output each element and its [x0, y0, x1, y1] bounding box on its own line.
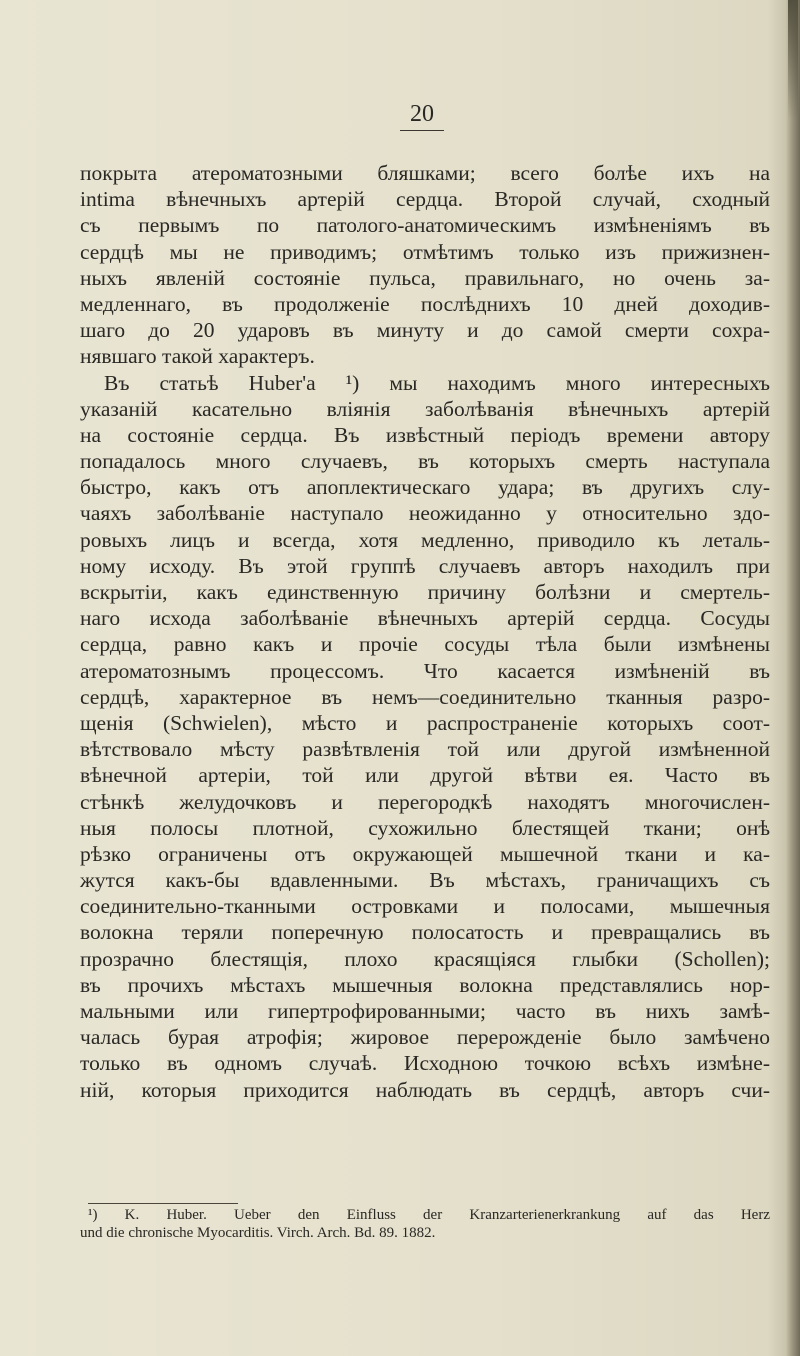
text-line: попадалось много случаевъ, въ которыхъ смерть наступала: [80, 449, 770, 474]
text-line: мальными или гипертрофированными; часто въ нихъ замѣ-: [80, 999, 770, 1023]
text-line: наго исхода заболѣваніе вѣнечныхъ артерій сердца. Сосуды: [80, 606, 770, 631]
text-line: соединительно-тканными островками и полосами, мышечныя: [80, 894, 770, 919]
page-number: 20: [400, 100, 444, 131]
text-line: только въ одномъ случаѣ. Исходною точкою всѣхъ измѣне-: [80, 1051, 770, 1076]
text-line: съ первымъ по патолого-анатомическимъ измѣненіямъ въ: [80, 213, 770, 238]
footnote-line: ¹) K. Huber. Ueber den Einfluss der Kranzarterienerkrankung auf das Herz: [88, 1207, 770, 1223]
footnotes: [80, 1203, 770, 1242]
text-line: шаго до 20 ударовъ въ минуту и до самой смерти сохра-: [80, 318, 770, 343]
body-text: [80, 160, 770, 1103]
text-line: ровыхъ лицъ и всегда, хотя медленно, приводило къ леталь-: [80, 527, 770, 552]
text-line: волокна теряли поперечную полосатость и превращались въ: [80, 920, 770, 945]
text-line: быстро, какъ отъ апоплектическаго удара; въ другихъ слу-: [80, 475, 770, 500]
text-line: сердцѣ мы не приводимъ; отмѣтимъ только изъ прижизнен-: [80, 239, 770, 264]
text-line: intima вѣнечныхъ артерій сердца. Второй случай, сходный: [80, 187, 770, 212]
text-line: вѣнечной артеріи, той или другой вѣтви ея. Часто въ: [80, 763, 770, 788]
text-line: прозрачно блестящія, плохо красящіяся глыбки (Schollen);: [80, 946, 770, 971]
text-line: жутся какъ-бы вдавленными. Въ мѣстахъ, граничащихъ съ: [80, 868, 770, 893]
page-right-edge: [786, 0, 800, 1356]
text-line: вѣтствовало мѣсту развѣтвленія той или другой измѣненной: [80, 737, 770, 762]
text-line: стѣнкѣ желудочковъ и перегородкѣ находятъ многочислен-: [80, 789, 770, 814]
page-edge-shadow: [788, 0, 798, 120]
text-line: вскрытіи, какъ единственную причину болѣзни и смертель-: [80, 580, 770, 604]
text-line: ному исходу. Въ этой группѣ случаевъ авторъ находилъ при: [80, 553, 770, 578]
text-line: медленнаго, въ продолженіе послѣднихъ 10 дней доходив-: [80, 291, 770, 316]
text-line: ній, которыя приходится наблюдать въ сердцѣ, авторъ счи-: [80, 1077, 770, 1102]
text-line: въ прочихъ мѣстахъ мышечныя волокна представлялись нор-: [80, 972, 770, 997]
text-line: покрыта атероматозными бляшками; всего болѣе ихъ на: [80, 161, 770, 185]
text-line: Въ статьѣ Huber'а ¹) мы находимъ много интересныхъ: [104, 370, 770, 395]
footnote-line: und die chronische Myocarditis. Virch. Arch. Bd. 89. 1882.: [80, 1225, 436, 1241]
text-line: сердца, равно какъ и прочіе сосуды тѣла были измѣнены: [80, 632, 770, 657]
text-line: указаній касательно вліянія заболѣванія вѣнечныхъ артерій: [80, 396, 770, 421]
footnote-divider: [88, 1203, 238, 1204]
text-line: ныхъ явленій состояніе пульса, правильнаго, но очень за-: [80, 265, 770, 290]
text-line: чаяхъ заболѣваніе наступало неожиданно у относительно здо-: [80, 501, 770, 526]
text-line: сердцѣ, характерное въ немъ—соединительно тканныя разро-: [80, 684, 770, 709]
text-line: на состояніе сердца. Въ извѣстный періодъ времени автору: [80, 422, 770, 447]
text-line: щенія (Schwielen), мѣсто и распространеніе которыхъ соот-: [80, 710, 770, 735]
text-line: нявшаго такой характеръ.: [80, 344, 315, 369]
text-line: ныя полосы плотной, сухожильно блестящей ткани; онѣ: [80, 815, 770, 840]
text-line: чалась бурая атрофія; жировое перерожденіе было замѣчено: [80, 1025, 770, 1050]
text-line: рѣзко ограничены отъ окружающей мышечной ткани и ка-: [80, 841, 770, 866]
text-line: атероматознымъ процессомъ. Что касается измѣненій въ: [80, 658, 770, 683]
